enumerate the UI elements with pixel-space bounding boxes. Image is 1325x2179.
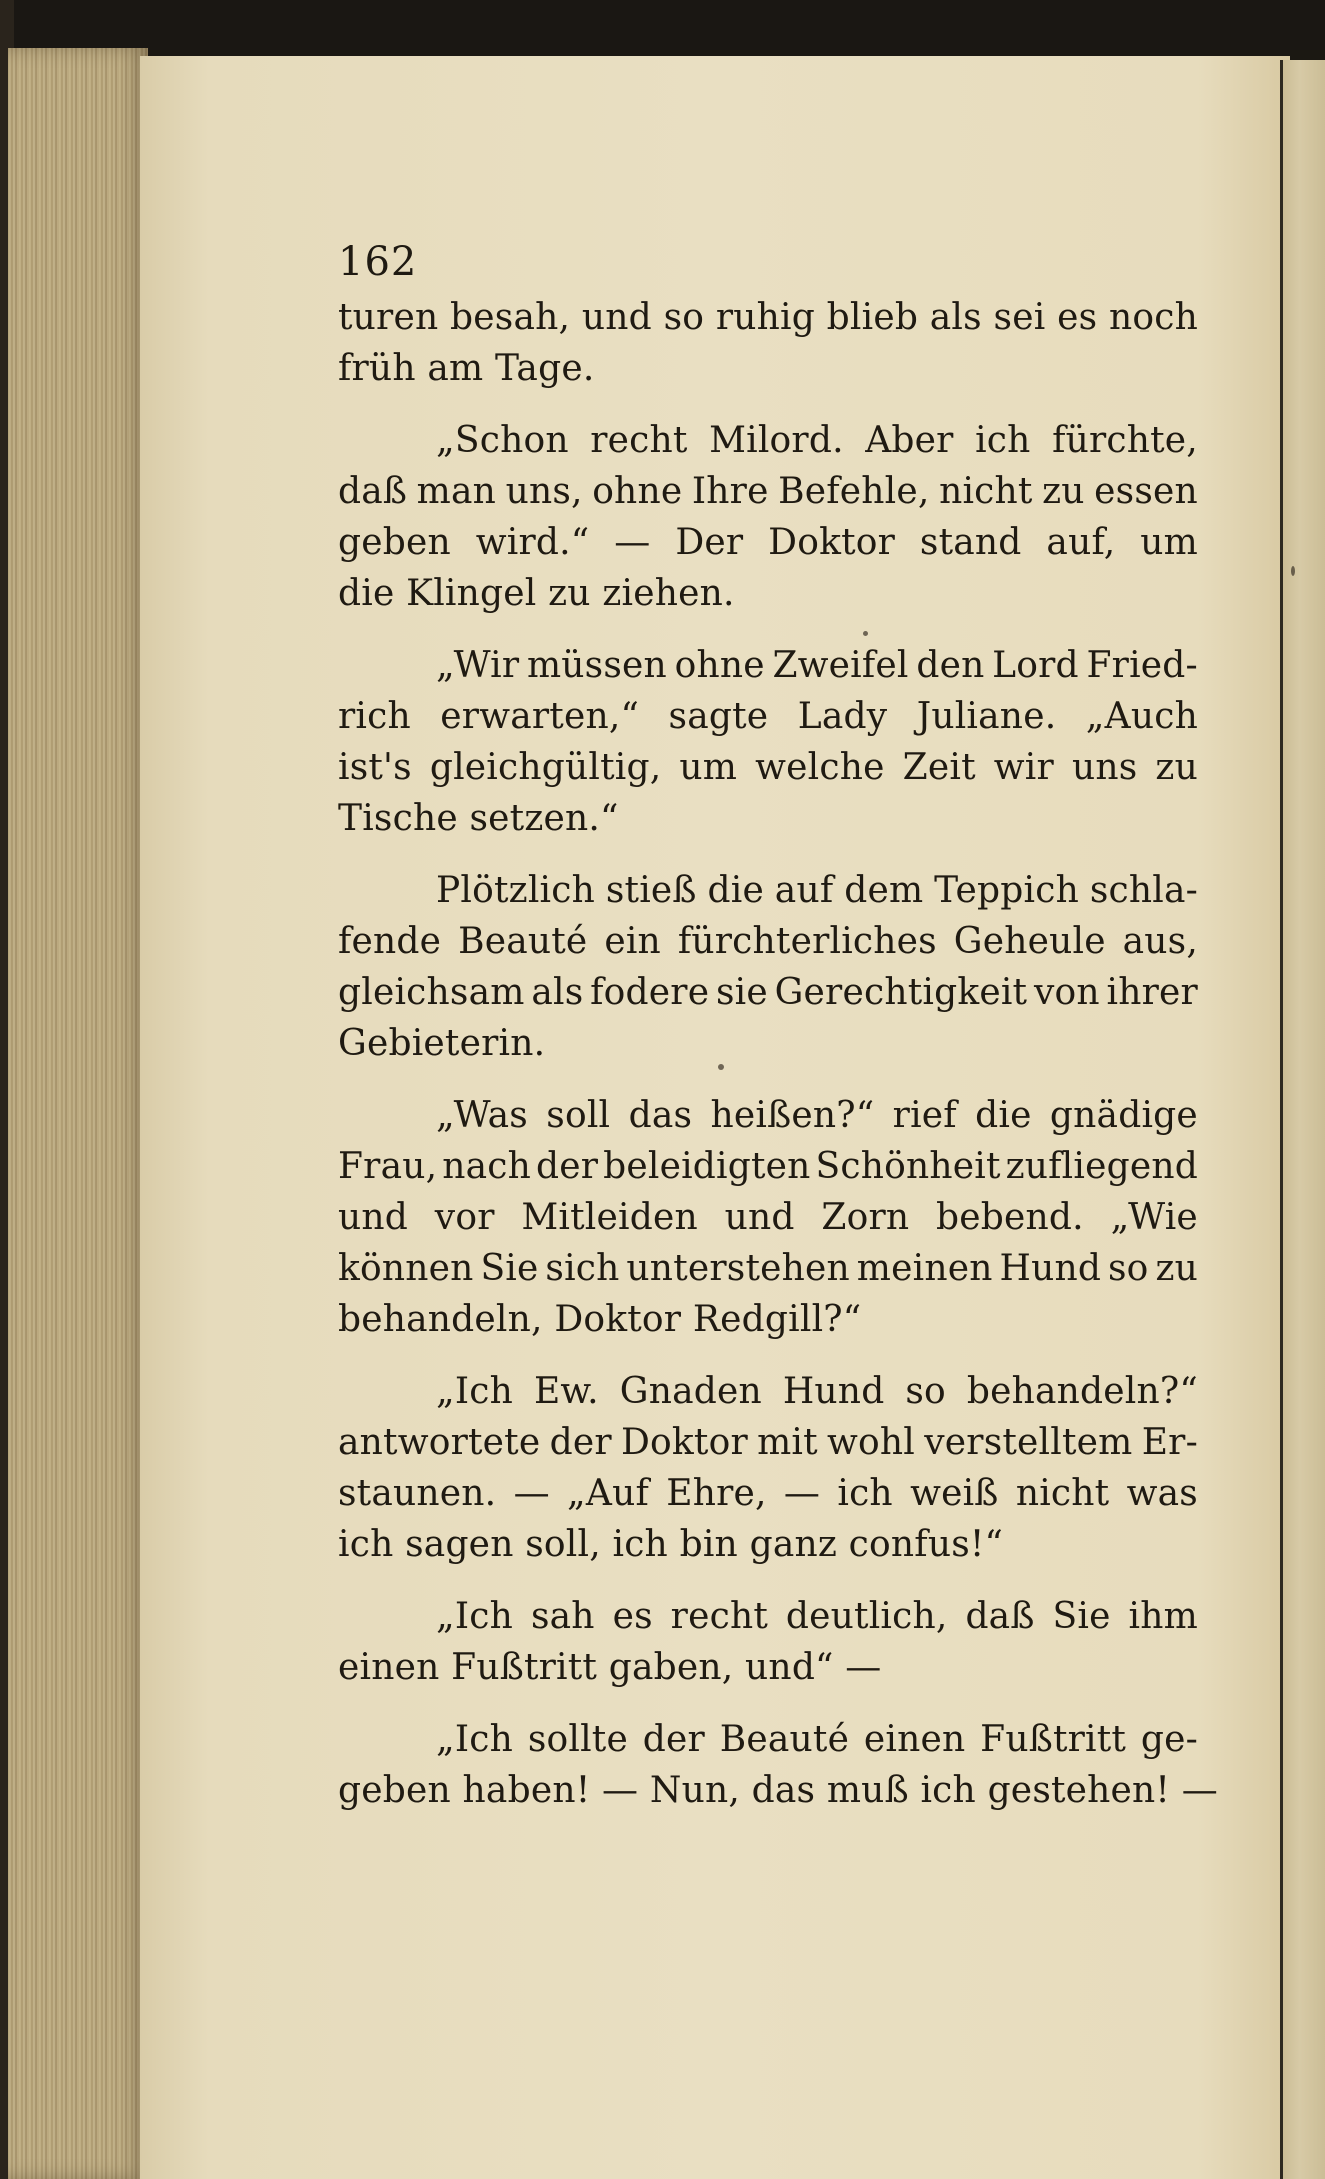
paper-speck bbox=[1291, 566, 1295, 576]
text-line: früh am Tage. bbox=[338, 348, 595, 389]
text-line: fende Beauté ein fürchterliches Geheule aus, bbox=[338, 921, 1198, 962]
text-line: gleichsam als fodere sie Gerechtigkeit von ihrer bbox=[338, 972, 1198, 1013]
paragraph bbox=[338, 865, 1198, 1069]
text-line: ich sagen soll, ich bin ganz confus!“ bbox=[338, 1524, 1004, 1565]
text-line: turen besah, und so ruhig blieb als sei es noch bbox=[338, 297, 1198, 338]
scan-background-top bbox=[0, 0, 1325, 50]
text-line: ist's gleichgültig, um welche Zeit wir uns zu bbox=[338, 747, 1198, 788]
text-line: antwortete der Doktor mit wohl verstelltem Er- bbox=[338, 1422, 1198, 1463]
paragraph bbox=[338, 640, 1198, 844]
page-text bbox=[338, 238, 1218, 1816]
paragraph bbox=[338, 292, 1198, 394]
paragraph bbox=[338, 1591, 1198, 1693]
text-line: Frau, nach der beleidigten Schönheit zufliegend bbox=[338, 1146, 1198, 1187]
paragraph bbox=[338, 1714, 1218, 1816]
facing-page-edge bbox=[1280, 60, 1325, 2179]
text-line: geben wird.“ — Der Doktor stand auf, um bbox=[338, 522, 1198, 563]
text-line: „Was soll das heißen?“ rief die gnädige bbox=[436, 1095, 1198, 1136]
text-line: rich erwarten,“ sagte Lady Juliane. „Auch bbox=[338, 696, 1198, 737]
text-line: staunen. — „Auf Ehre, — ich weiß nicht was bbox=[338, 1473, 1198, 1514]
text-line: geben haben! — Nun, das muß ich gestehen! — bbox=[338, 1770, 1218, 1811]
text-line: Tische setzen.“ bbox=[338, 798, 619, 839]
page-number: 162 bbox=[338, 239, 418, 285]
text-line: „Schon recht Milord. Aber ich fürchte, bbox=[436, 420, 1198, 461]
text-line: Gebieterin. bbox=[338, 1023, 546, 1064]
text-line: „Wir müssen ohne Zweifel den Lord Fried- bbox=[436, 645, 1198, 686]
text-line: daß man uns, ohne Ihre Befehle, nicht zu essen bbox=[338, 471, 1198, 512]
text-line: und vor Mitleiden und Zorn bebend. „Wie bbox=[338, 1197, 1198, 1238]
page-edges bbox=[8, 48, 148, 2179]
text-line: behandeln, Doktor Redgill?“ bbox=[338, 1299, 862, 1340]
paragraph bbox=[338, 1366, 1198, 1570]
text-line: können Sie sich unterstehen meinen Hund so zu bbox=[338, 1248, 1198, 1289]
text-line: „Ich sollte der Beauté einen Fußtritt ge- bbox=[436, 1719, 1198, 1760]
paragraph bbox=[338, 1090, 1198, 1345]
paragraph bbox=[338, 415, 1198, 619]
text-line: „Ich Ew. Gnaden Hund so behandeln?“ bbox=[436, 1371, 1198, 1412]
text-line: einen Fußtritt gaben, und“ — bbox=[338, 1647, 882, 1688]
text-line: die Klingel zu ziehen. bbox=[338, 573, 735, 614]
text-line: „Ich sah es recht deutlich, daß Sie ihm bbox=[436, 1596, 1198, 1637]
paragraphs bbox=[338, 292, 1218, 1816]
text-line: Plötzlich stieß die auf dem Teppich schla- bbox=[436, 870, 1198, 911]
